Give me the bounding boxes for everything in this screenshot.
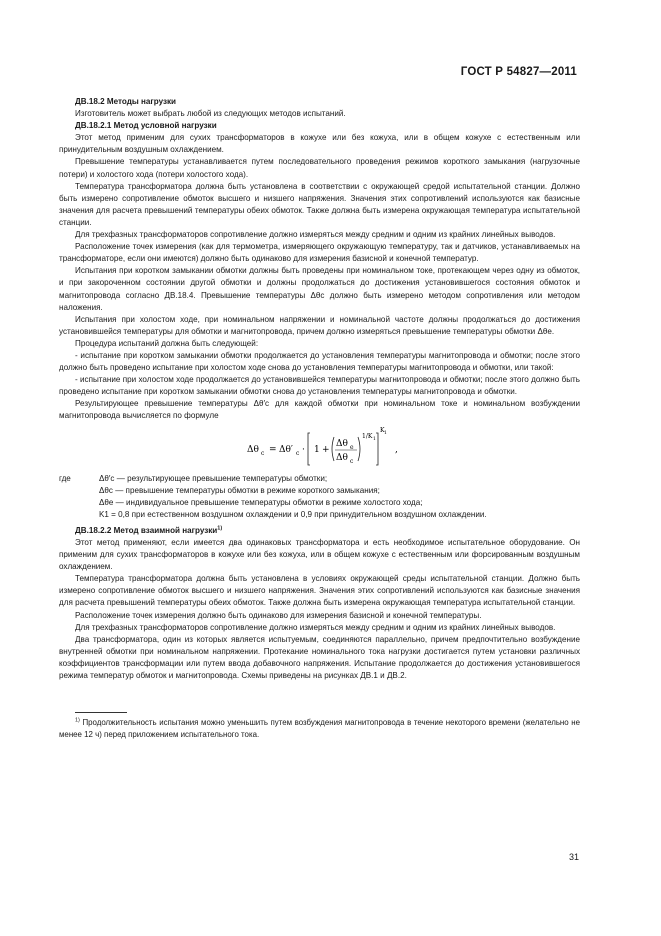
def-text: = 0,8 при естественном воздушном охлаждении и 0,9 при принудительном воздушном охлаждении. [111,509,487,519]
paren-right [358,437,360,461]
paragraph: Изготовитель может выбрать любой из следующих методов испытаний. [75,109,346,119]
paragraph: Испытания при коротком замыкании обмотки должны быть проведены при номинальном токе, протекающем через одну из обмоток, и при закороченном состоянии другой обмотки и должны продолжаться до достижения установившегося состояния обмоток и магнитопровода согласно ДВ.18.4. Превышение температуры Δθc должно быть измерено методом сопротивления или методом наложения. [59,266,580,312]
definition-row [59,473,580,485]
def-symbol: Δθc [99,485,113,495]
formula-num: Δθ [336,438,348,449]
formula-num-sub: e [350,443,354,451]
section-heading: ДВ.18.2 Методы нагрузки [75,97,177,106]
formula-plus: + [322,444,330,455]
def-symbol: Δθ′c [99,473,115,483]
paragraph: Этот метод применим для сухих трансформаторов в кожухе или без кожуха, или в общем кожухе с естественным или принудительным воздушным охлаждением. [59,133,580,155]
footnote-mark: 1) [217,525,223,532]
paragraph: Два трансформатора, один из которых является испытуемым, соединяются параллельно, причем предпочтительно возбуждение внутренней обмотки при номинальном напряжении. Протекание номинального тока нагрузки достигается путем установки различных коэффициентов трансформации или путем ввода добавочного напряжения. Испытание продолжается до достижения установившегося режима температур обмоток и магнитопровода. Схемы приведены на рисунках ДВ.1 и ДВ.2. [59,634,580,681]
formula-eq: = [269,444,277,455]
formula-outer-exp: K [380,426,385,434]
definitions [59,473,580,521]
paragraph: Результирующее превышение температуры Δθ′c для каждой обмотки при номинальном токе и номинальном возбуждении магнитопровода вычисляется по формуле [59,399,580,421]
paragraph: Температура трансформатора должна быть установлена в соответствии с окружающей средой испытательной станции. Должно быть измерено сопротивление обмоток высшего и низшего напряжения. Значения этих сопротивлений используются как базисные значения для расчета превышений температуры обеих обмоток. Также должна быть измерена окружающая температура испытательной станции. [59,181,580,227]
formula-svg [247,425,407,469]
formula-lhs: Δθ [247,444,259,455]
def-text: — индивидуальное превышение температуры обмотки в режиме холостого хода; [115,497,423,507]
formula-den: Δθ [336,452,348,463]
paren-left [332,437,334,461]
def-symbol: K1 [99,509,109,519]
bracket-right [376,433,378,465]
document-body [59,96,580,741]
paragraph: - испытание при холостом ходе продолжается до установившейся температуры магнитопровода и обмотки; после этого должно быть проведено испытание при коротком замыкании обмотки снова до установления температуры магнитопровода и обмотки. [59,375,580,397]
section-heading: ДВ.18.2.1 Метод условной нагрузки [75,121,217,131]
def-symbol: Δθe [99,497,114,507]
def-text: — превышение температуры обмотки в режиме короткого замыкания; [115,485,380,495]
formula-one: 1 [314,444,320,455]
definition-row [59,509,580,521]
paragraph: Для трехфазных трансформаторов сопротивление должно измеряться между средним и одним из крайних линейных выводов. [75,230,556,240]
formula-outer-exp-sub: 1 [384,430,387,436]
def-text: — результирующее превышение температуры обмотки; [116,473,328,483]
paragraph: Расположение точек измерения (как для термометра, измеряющего окружающую температуру, так и датчиков, устанавливаемых на трансформаторе, если они имеются) должно быть одинаково для измерения базисной и конечной температур. [59,242,580,264]
footnote-divider [75,712,127,713]
section-heading [59,525,580,537]
formula-inner-exp: 1/K [362,432,373,440]
paragraph: Для трехфазных трансформаторов сопротивление должно измеряться между средним и одним из крайних линейных выводов. [75,622,556,632]
formula-den-sub: c [350,457,354,465]
paragraph: Превышение температуры устанавливается путем последовательного проведения режимов короткого замыкания (нагрузочные потери) и холостого хода (потери холостого хода). [59,157,580,179]
definition-row [59,497,580,509]
section-heading-text: ДВ.18.2.2 Метод взаимной нагрузки [75,525,218,535]
formula-dot: · [302,444,305,455]
paragraph: Процедура испытаний должна быть следующей: [75,338,259,348]
footnote-text: Продолжительность испытания можно уменьшить путем возбуждения магнитопровода в течение некоторого времени (желательно не менее 12 ч) перед приложением испытательного тока. [59,718,580,740]
formula [59,425,580,469]
paragraph: Испытания при холостом ходе, при номинальном напряжении и номинальной частоте должны продолжаться до достижения установившейся температуры для обмотки и магнитопровода, причем должно измеряться превышение температуры обмотки Δθe. [59,314,580,336]
definition-row [59,485,580,497]
paragraph: Температура трансформатора должна быть установлена в условиях окружающей среды испытательной станции. Должно быть измерено сопротивление обмоток высшего и низшего напряжения. Значения этих сопротивлений используются как базисные значения для расчета превышений температуры обеих обмоток. Также должна быть измерена окружающая температура испытательной станции. [59,574,580,608]
page-number: 31 [568,852,579,862]
page-header: ГОСТ Р 54827—2011 [460,66,577,78]
formula-lhs-sub: c [261,449,265,457]
formula-inner-exp-sub: 1 [373,436,376,442]
paragraph: - испытание при коротком замыкании обмотки продолжается до установления температуры магнитопровода и обмотки; после этого должно быть проведено испытание при холостом ходе снова до установления температуры магнитопровода и обмотки, или такой: [59,350,580,373]
paragraph: Расположение точек измерения должно быть одинаково для измерения базисной и конечной температуры. [75,610,482,620]
formula-term-sub: c [296,449,300,457]
bracket-left [308,433,310,465]
footnote [59,717,580,741]
formula-term: Δθ′ [279,444,293,455]
footnote-mark: 1) [75,717,80,724]
paragraph: Этот метод применяют, если имеется два одинаковых трансформатора и есть необходимое испытательное оборудование. Он применим для сухих трансформаторов в кожухе или без кожуха, или в общем кожухе с естественным или форсированным воздушным охлаждением. [59,538,580,572]
formula-trail: , [395,444,398,455]
where-label: где [59,473,71,483]
